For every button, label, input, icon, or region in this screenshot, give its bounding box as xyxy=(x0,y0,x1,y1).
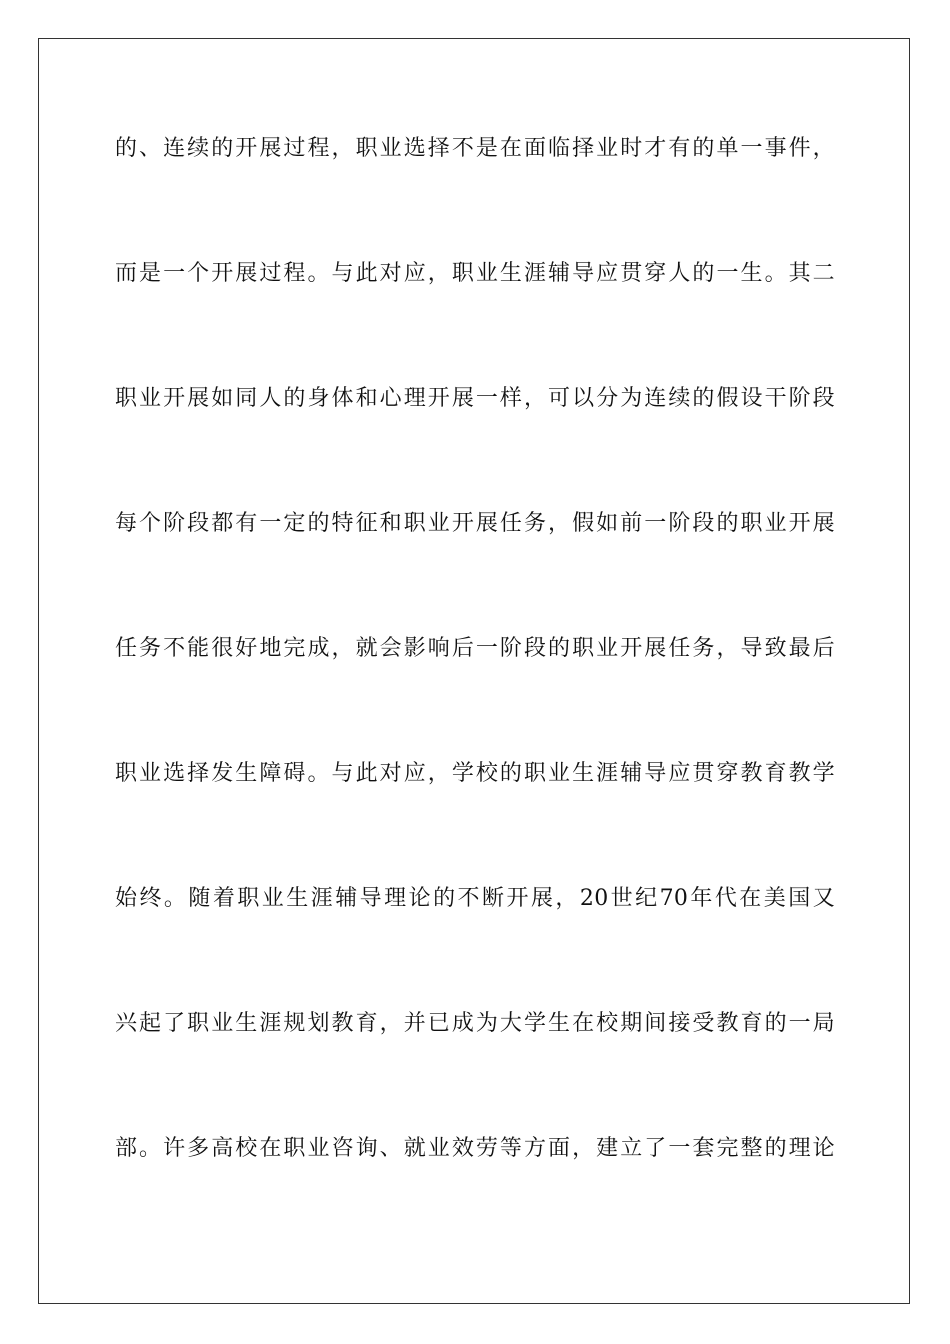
paragraph-line: 任务不能很好地完成，就会影响后一阶段的职业开展任务，导致最后 xyxy=(115,636,835,661)
paragraph-line: 兴起了职业生涯规划教育，并已成为大学生在校期间接受教育的一局 xyxy=(115,1011,835,1036)
paragraph-line: 职业开展如同人的身体和心理开展一样，可以分为连续的假设干阶段 xyxy=(115,386,835,411)
paragraph-line: 而是一个开展过程。与此对应，职业生涯辅导应贯穿人的一生。其二 xyxy=(115,261,835,286)
paragraph-line: 始终。随着职业生涯辅导理论的不断开展，20世纪70年代在美国又 xyxy=(115,886,835,911)
paragraph-line: 职业选择发生障碍。与此对应，学校的职业生涯辅导应贯穿教育教学 xyxy=(115,761,835,786)
paragraph-line: 每个阶段都有一定的特征和职业开展任务，假如前一阶段的职业开展 xyxy=(115,511,835,536)
page-border xyxy=(38,38,910,1304)
paragraph-line: 部。许多高校在职业咨询、就业效劳等方面，建立了一套完整的理论 xyxy=(115,1136,835,1161)
paragraph-line: 的、连续的开展过程，职业选择不是在面临择业时才有的单一事件， xyxy=(115,136,835,161)
